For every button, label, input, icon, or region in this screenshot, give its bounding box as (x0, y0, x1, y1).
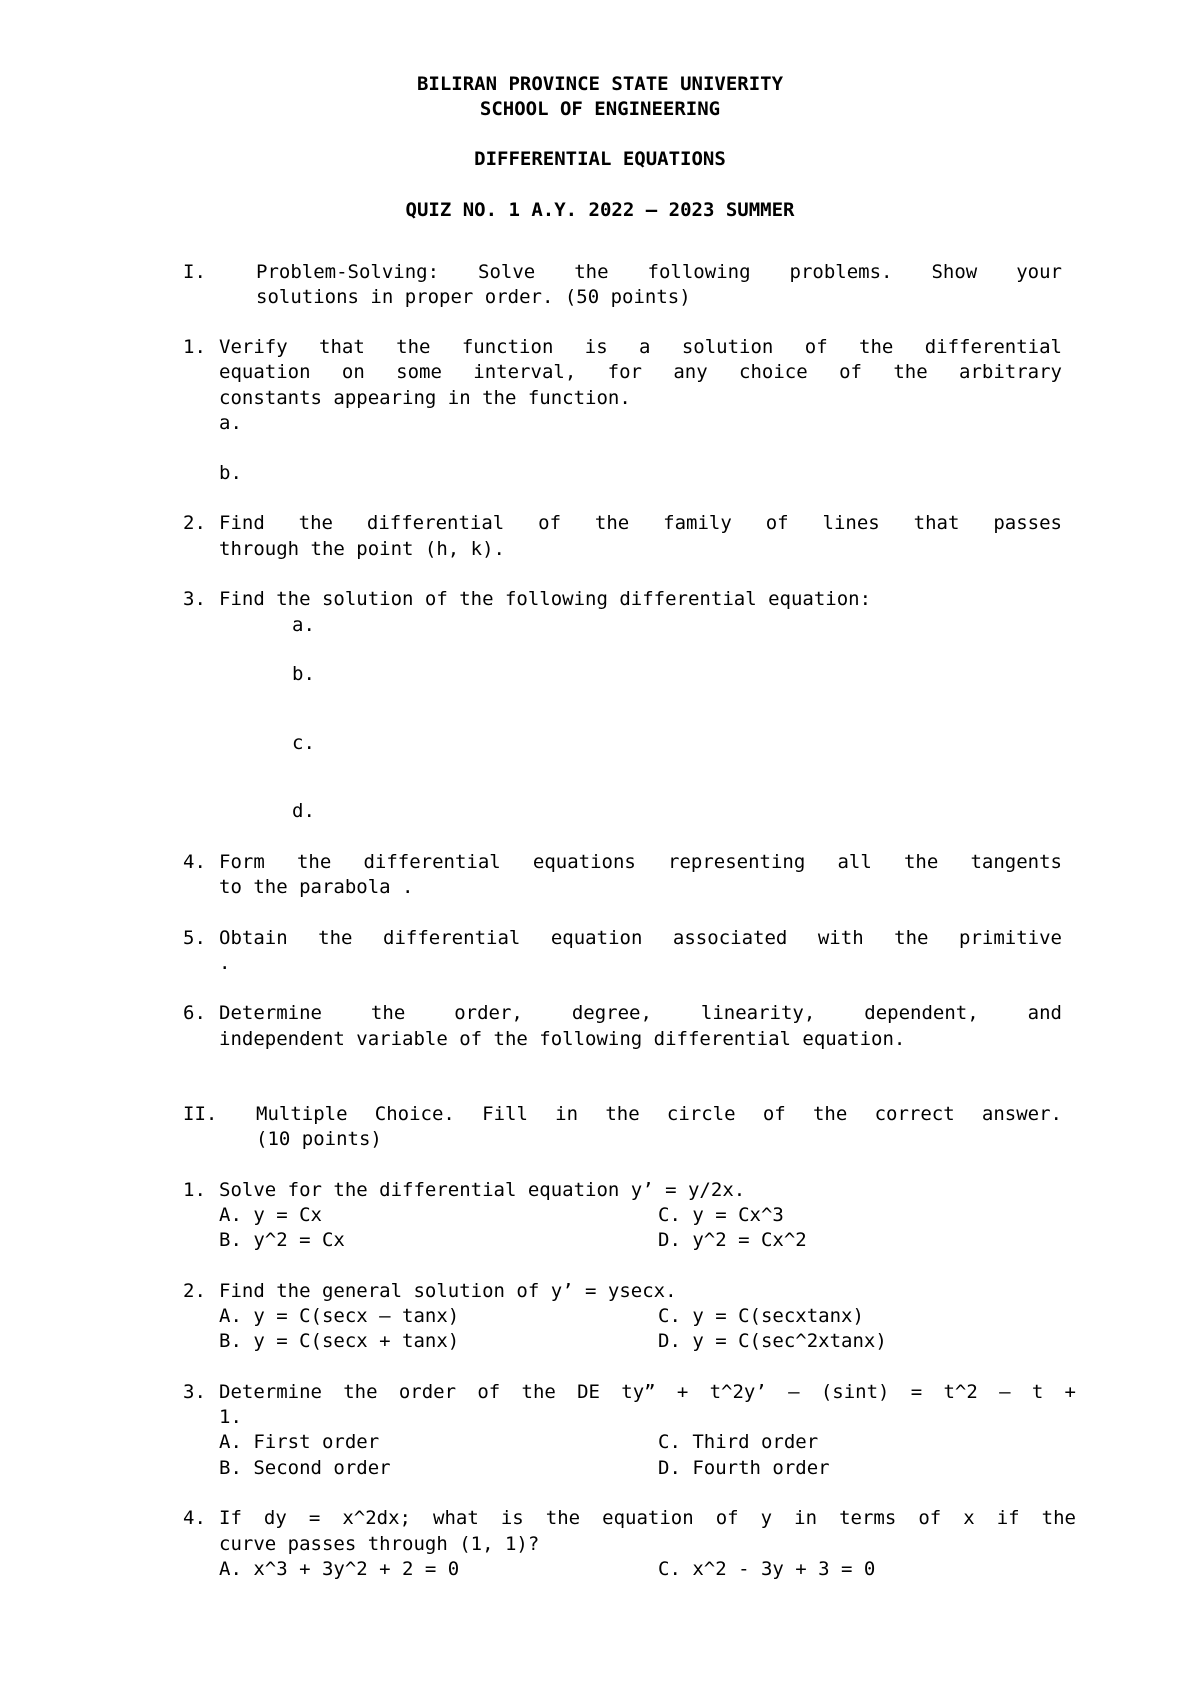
q6-number: 6. (183, 1002, 206, 1024)
q6-text-line1: Determine the order, degree, linearity, dependent, and (219, 1002, 1062, 1024)
q4-number: 4. (183, 851, 206, 873)
mc4-number: 4. (183, 1507, 206, 1529)
q2-number: 2. (183, 512, 206, 534)
mc2-option-a[interactable]: A. y = C(secx – tanx) (219, 1305, 460, 1327)
q5-text-line1: Obtain the differential equation associated with the primitive (219, 927, 1062, 949)
mc4-question-line1: If dy = x^2dx; what is the equation of y in terms of x if the (219, 1507, 1076, 1529)
part2-numeral: II. (183, 1103, 218, 1125)
q3-item-d: d. (292, 800, 315, 822)
subject-title: DIFFERENTIAL EQUATIONS (474, 148, 726, 170)
q3-item-b: b. (292, 663, 315, 685)
mc1-option-c[interactable]: C. y = Cx^3 (658, 1204, 784, 1226)
mc1-option-b[interactable]: B. y^2 = Cx (219, 1229, 345, 1251)
mc2-option-b[interactable]: B. y = C(secx + tanx) (219, 1330, 460, 1352)
q5-text-line2: . (219, 952, 231, 974)
q4-text-line1: Form the differential equations representing all the tangents (219, 851, 1062, 873)
mc3-option-d[interactable]: D. Fourth order (658, 1457, 830, 1479)
mc1-option-a[interactable]: A. y = Cx (219, 1204, 322, 1226)
school-name: SCHOOL OF ENGINEERING (479, 98, 721, 120)
q3-text-line1: Find the solution of the following differential equation: (219, 588, 872, 610)
part1-instructions-line2: solutions in proper order. (50 points) (256, 286, 691, 308)
mc1-option-d[interactable]: D. y^2 = Cx^2 (658, 1229, 807, 1251)
part1-numeral: I. (183, 261, 206, 283)
mc2-number: 2. (183, 1280, 206, 1302)
q4-text-line2: to the parabola . (219, 876, 414, 898)
q2-text-line1: Find the differential of the family of lines that passes (219, 512, 1062, 534)
mc4-option-c[interactable]: C. x^2 - 3y + 3 = 0 (658, 1558, 876, 1580)
mc3-option-b[interactable]: B. Second order (219, 1457, 391, 1479)
mc2-option-c[interactable]: C. y = C(secxtanx) (658, 1305, 864, 1327)
q1-number: 1. (183, 336, 206, 358)
mc1-number: 1. (183, 1179, 206, 1201)
part1-instructions-line1: Problem-Solving: Solve the following problems. Show your (256, 261, 1062, 283)
university-name: BILIRAN PROVINCE STATE UNIVERITY (416, 73, 784, 95)
mc3-question-line1: Determine the order of the DE ty” + t^2y’ – (sint) = t^2 – t + (219, 1381, 1076, 1403)
part2-instructions-line1: Multiple Choice. Fill in the circle of the correct answer. (256, 1103, 1062, 1125)
mc3-option-a[interactable]: A. First order (219, 1431, 380, 1453)
q3-number: 3. (183, 588, 206, 610)
mc4-question-line2: curve passes through (1, 1)? (219, 1533, 540, 1555)
q1-text-line1: Verify that the function is a solution of the differential (219, 336, 1062, 358)
q3-item-a: a. (292, 614, 315, 636)
q3-item-c: c. (292, 732, 315, 754)
mc1-question: Solve for the differential equation y’ = y/2x. (219, 1179, 746, 1201)
q1-text-line3: constants appearing in the function. (219, 387, 631, 409)
q1-text-line2: equation on some interval, for any choice of the arbitrary (219, 361, 1062, 383)
q2-text-line2: through the point (h, k). (219, 538, 505, 560)
mc2-option-d[interactable]: D. y = C(sec^2xtanx) (658, 1330, 887, 1352)
q1-item-b: b. (219, 462, 242, 484)
q5-number: 5. (183, 927, 206, 949)
mc3-option-c[interactable]: C. Third order (658, 1431, 819, 1453)
part2-instructions-line2: (10 points) (256, 1128, 382, 1150)
q1-item-a: a. (219, 412, 242, 434)
mc2-question: Find the general solution of y’ = ysecx. (219, 1280, 677, 1302)
q6-text-line2: independent variable of the following differential equation. (219, 1028, 906, 1050)
mc3-question-line2: 1. (219, 1406, 242, 1428)
mc3-number: 3. (183, 1381, 206, 1403)
mc4-option-a[interactable]: A. x^3 + 3y^2 + 2 = 0 (219, 1558, 460, 1580)
quiz-title: QUIZ NO. 1 A.Y. 2022 – 2023 SUMMER (405, 199, 795, 221)
